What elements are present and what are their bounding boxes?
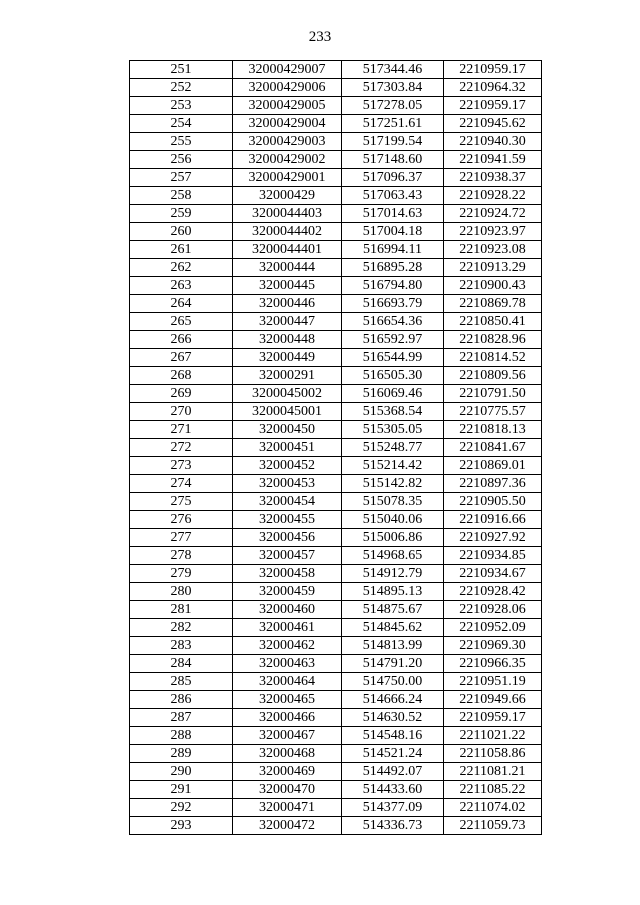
y-coordinate-cell: 2211021.22 bbox=[444, 727, 542, 745]
point-id-cell: 32000459 bbox=[233, 583, 342, 601]
point-id-cell: 32000470 bbox=[233, 781, 342, 799]
y-coordinate-cell: 2210913.29 bbox=[444, 259, 542, 277]
point-id-cell: 32000462 bbox=[233, 637, 342, 655]
point-id-cell: 32000458 bbox=[233, 565, 342, 583]
table-row bbox=[130, 385, 542, 403]
point-id-cell: 32000455 bbox=[233, 511, 342, 529]
table-row bbox=[130, 259, 542, 277]
x-coordinate-cell: 515248.77 bbox=[342, 439, 444, 457]
y-coordinate-cell: 2210927.92 bbox=[444, 529, 542, 547]
y-coordinate-cell: 2210869.78 bbox=[444, 295, 542, 313]
x-coordinate-cell: 517096.37 bbox=[342, 169, 444, 187]
x-coordinate-cell: 515006.86 bbox=[342, 529, 444, 547]
x-coordinate-cell: 514813.99 bbox=[342, 637, 444, 655]
table-row bbox=[130, 637, 542, 655]
y-coordinate-cell: 2211059.73 bbox=[444, 817, 542, 835]
y-coordinate-cell: 2210900.43 bbox=[444, 277, 542, 295]
y-coordinate-cell: 2210949.66 bbox=[444, 691, 542, 709]
x-coordinate-cell: 515142.82 bbox=[342, 475, 444, 493]
y-coordinate-cell: 2210951.19 bbox=[444, 673, 542, 691]
row-index-cell: 268 bbox=[130, 367, 233, 385]
x-coordinate-cell: 517148.60 bbox=[342, 151, 444, 169]
row-index-cell: 292 bbox=[130, 799, 233, 817]
y-coordinate-cell: 2210916.66 bbox=[444, 511, 542, 529]
y-coordinate-cell: 2210934.67 bbox=[444, 565, 542, 583]
point-id-cell: 32000460 bbox=[233, 601, 342, 619]
x-coordinate-cell: 516544.99 bbox=[342, 349, 444, 367]
x-coordinate-cell: 514750.00 bbox=[342, 673, 444, 691]
x-coordinate-cell: 517278.05 bbox=[342, 97, 444, 115]
point-id-cell: 32000461 bbox=[233, 619, 342, 637]
x-coordinate-cell: 516505.30 bbox=[342, 367, 444, 385]
x-coordinate-cell: 517004.18 bbox=[342, 223, 444, 241]
row-index-cell: 276 bbox=[130, 511, 233, 529]
point-id-cell: 32000464 bbox=[233, 673, 342, 691]
row-index-cell: 277 bbox=[130, 529, 233, 547]
x-coordinate-cell: 516994.11 bbox=[342, 241, 444, 259]
point-id-cell: 32000450 bbox=[233, 421, 342, 439]
row-index-cell: 261 bbox=[130, 241, 233, 259]
x-coordinate-cell: 517063.43 bbox=[342, 187, 444, 205]
table-row bbox=[130, 601, 542, 619]
point-id-cell: 32000429001 bbox=[233, 169, 342, 187]
table-row bbox=[130, 799, 542, 817]
table-row bbox=[130, 421, 542, 439]
table-row bbox=[130, 295, 542, 313]
row-index-cell: 263 bbox=[130, 277, 233, 295]
table-row bbox=[130, 79, 542, 97]
row-index-cell: 284 bbox=[130, 655, 233, 673]
x-coordinate-cell: 516069.46 bbox=[342, 385, 444, 403]
row-index-cell: 255 bbox=[130, 133, 233, 151]
table-row bbox=[130, 61, 542, 79]
y-coordinate-cell: 2210952.09 bbox=[444, 619, 542, 637]
table-row bbox=[130, 241, 542, 259]
table-row bbox=[130, 511, 542, 529]
x-coordinate-cell: 516693.79 bbox=[342, 295, 444, 313]
row-index-cell: 293 bbox=[130, 817, 233, 835]
point-id-cell: 32000468 bbox=[233, 745, 342, 763]
row-index-cell: 289 bbox=[130, 745, 233, 763]
row-index-cell: 290 bbox=[130, 763, 233, 781]
coordinates-table-body bbox=[130, 61, 542, 835]
row-index-cell: 257 bbox=[130, 169, 233, 187]
x-coordinate-cell: 514433.60 bbox=[342, 781, 444, 799]
table-row bbox=[130, 115, 542, 133]
y-coordinate-cell: 2210928.42 bbox=[444, 583, 542, 601]
table-row bbox=[130, 655, 542, 673]
y-coordinate-cell: 2210775.57 bbox=[444, 403, 542, 421]
point-id-cell: 3200045002 bbox=[233, 385, 342, 403]
y-coordinate-cell: 2210897.36 bbox=[444, 475, 542, 493]
y-coordinate-cell: 2211058.86 bbox=[444, 745, 542, 763]
table-row bbox=[130, 691, 542, 709]
table-row bbox=[130, 709, 542, 727]
table-row bbox=[130, 781, 542, 799]
row-index-cell: 291 bbox=[130, 781, 233, 799]
table-row bbox=[130, 673, 542, 691]
x-coordinate-cell: 514875.67 bbox=[342, 601, 444, 619]
y-coordinate-cell: 2210869.01 bbox=[444, 457, 542, 475]
x-coordinate-cell: 514492.07 bbox=[342, 763, 444, 781]
point-id-cell: 32000452 bbox=[233, 457, 342, 475]
y-coordinate-cell: 2210959.17 bbox=[444, 709, 542, 727]
x-coordinate-cell: 514666.24 bbox=[342, 691, 444, 709]
y-coordinate-cell: 2210818.13 bbox=[444, 421, 542, 439]
y-coordinate-cell: 2210928.06 bbox=[444, 601, 542, 619]
x-coordinate-cell: 514845.62 bbox=[342, 619, 444, 637]
x-coordinate-cell: 517014.63 bbox=[342, 205, 444, 223]
x-coordinate-cell: 514548.16 bbox=[342, 727, 444, 745]
point-id-cell: 3200044401 bbox=[233, 241, 342, 259]
y-coordinate-cell: 2210809.56 bbox=[444, 367, 542, 385]
y-coordinate-cell: 2210969.30 bbox=[444, 637, 542, 655]
point-id-cell: 32000471 bbox=[233, 799, 342, 817]
x-coordinate-cell: 514968.65 bbox=[342, 547, 444, 565]
x-coordinate-cell: 514791.20 bbox=[342, 655, 444, 673]
table-row bbox=[130, 331, 542, 349]
table-row bbox=[130, 349, 542, 367]
x-coordinate-cell: 514912.79 bbox=[342, 565, 444, 583]
point-id-cell: 32000447 bbox=[233, 313, 342, 331]
row-index-cell: 275 bbox=[130, 493, 233, 511]
table-row bbox=[130, 187, 542, 205]
row-index-cell: 266 bbox=[130, 331, 233, 349]
y-coordinate-cell: 2210923.97 bbox=[444, 223, 542, 241]
x-coordinate-cell: 515214.42 bbox=[342, 457, 444, 475]
table-row bbox=[130, 367, 542, 385]
point-id-cell: 3200044403 bbox=[233, 205, 342, 223]
x-coordinate-cell: 515368.54 bbox=[342, 403, 444, 421]
row-index-cell: 278 bbox=[130, 547, 233, 565]
row-index-cell: 282 bbox=[130, 619, 233, 637]
row-index-cell: 262 bbox=[130, 259, 233, 277]
table-row bbox=[130, 763, 542, 781]
point-id-cell: 32000467 bbox=[233, 727, 342, 745]
row-index-cell: 281 bbox=[130, 601, 233, 619]
point-id-cell: 32000429003 bbox=[233, 133, 342, 151]
point-id-cell: 32000429002 bbox=[233, 151, 342, 169]
table-row bbox=[130, 205, 542, 223]
table-row bbox=[130, 133, 542, 151]
table-row bbox=[130, 745, 542, 763]
table-row bbox=[130, 223, 542, 241]
x-coordinate-cell: 517199.54 bbox=[342, 133, 444, 151]
y-coordinate-cell: 2210941.59 bbox=[444, 151, 542, 169]
table-row bbox=[130, 313, 542, 331]
y-coordinate-cell: 2210850.41 bbox=[444, 313, 542, 331]
row-index-cell: 271 bbox=[130, 421, 233, 439]
y-coordinate-cell: 2210964.32 bbox=[444, 79, 542, 97]
table-row bbox=[130, 475, 542, 493]
point-id-cell: 32000453 bbox=[233, 475, 342, 493]
point-id-cell: 32000449 bbox=[233, 349, 342, 367]
row-index-cell: 265 bbox=[130, 313, 233, 331]
y-coordinate-cell: 2210940.30 bbox=[444, 133, 542, 151]
y-coordinate-cell: 2210959.17 bbox=[444, 61, 542, 79]
row-index-cell: 273 bbox=[130, 457, 233, 475]
y-coordinate-cell: 2210928.22 bbox=[444, 187, 542, 205]
x-coordinate-cell: 517303.84 bbox=[342, 79, 444, 97]
table-row bbox=[130, 565, 542, 583]
x-coordinate-cell: 516895.28 bbox=[342, 259, 444, 277]
point-id-cell: 32000429006 bbox=[233, 79, 342, 97]
y-coordinate-cell: 2210934.85 bbox=[444, 547, 542, 565]
y-coordinate-cell: 2210828.96 bbox=[444, 331, 542, 349]
point-id-cell: 32000463 bbox=[233, 655, 342, 673]
row-index-cell: 269 bbox=[130, 385, 233, 403]
point-id-cell: 32000429005 bbox=[233, 97, 342, 115]
x-coordinate-cell: 516592.97 bbox=[342, 331, 444, 349]
point-id-cell: 32000454 bbox=[233, 493, 342, 511]
y-coordinate-cell: 2210966.35 bbox=[444, 655, 542, 673]
point-id-cell: 3200044402 bbox=[233, 223, 342, 241]
row-index-cell: 253 bbox=[130, 97, 233, 115]
row-index-cell: 256 bbox=[130, 151, 233, 169]
table-row bbox=[130, 439, 542, 457]
point-id-cell: 32000448 bbox=[233, 331, 342, 349]
table-row bbox=[130, 493, 542, 511]
y-coordinate-cell: 2210923.08 bbox=[444, 241, 542, 259]
table-row bbox=[130, 403, 542, 421]
point-id-cell: 3200045001 bbox=[233, 403, 342, 421]
row-index-cell: 259 bbox=[130, 205, 233, 223]
row-index-cell: 288 bbox=[130, 727, 233, 745]
row-index-cell: 283 bbox=[130, 637, 233, 655]
row-index-cell: 254 bbox=[130, 115, 233, 133]
row-index-cell: 252 bbox=[130, 79, 233, 97]
point-id-cell: 32000465 bbox=[233, 691, 342, 709]
table-row bbox=[130, 97, 542, 115]
point-id-cell: 32000445 bbox=[233, 277, 342, 295]
row-index-cell: 274 bbox=[130, 475, 233, 493]
point-id-cell: 32000466 bbox=[233, 709, 342, 727]
x-coordinate-cell: 517344.46 bbox=[342, 61, 444, 79]
x-coordinate-cell: 516654.36 bbox=[342, 313, 444, 331]
row-index-cell: 280 bbox=[130, 583, 233, 601]
row-index-cell: 251 bbox=[130, 61, 233, 79]
y-coordinate-cell: 2210924.72 bbox=[444, 205, 542, 223]
row-index-cell: 286 bbox=[130, 691, 233, 709]
point-id-cell: 32000291 bbox=[233, 367, 342, 385]
row-index-cell: 267 bbox=[130, 349, 233, 367]
point-id-cell: 32000469 bbox=[233, 763, 342, 781]
x-coordinate-cell: 514521.24 bbox=[342, 745, 444, 763]
table-row bbox=[130, 547, 542, 565]
x-coordinate-cell: 517251.61 bbox=[342, 115, 444, 133]
y-coordinate-cell: 2210945.62 bbox=[444, 115, 542, 133]
y-coordinate-cell: 2210905.50 bbox=[444, 493, 542, 511]
x-coordinate-cell: 514895.13 bbox=[342, 583, 444, 601]
table-row bbox=[130, 529, 542, 547]
table-row bbox=[130, 817, 542, 835]
point-id-cell: 32000456 bbox=[233, 529, 342, 547]
y-coordinate-cell: 2210841.67 bbox=[444, 439, 542, 457]
table-row bbox=[130, 583, 542, 601]
y-coordinate-cell: 2211085.22 bbox=[444, 781, 542, 799]
x-coordinate-cell: 514377.09 bbox=[342, 799, 444, 817]
point-id-cell: 32000472 bbox=[233, 817, 342, 835]
point-id-cell: 32000457 bbox=[233, 547, 342, 565]
x-coordinate-cell: 515040.06 bbox=[342, 511, 444, 529]
row-index-cell: 260 bbox=[130, 223, 233, 241]
row-index-cell: 287 bbox=[130, 709, 233, 727]
row-index-cell: 258 bbox=[130, 187, 233, 205]
y-coordinate-cell: 2211081.21 bbox=[444, 763, 542, 781]
point-id-cell: 32000429 bbox=[233, 187, 342, 205]
point-id-cell: 32000429007 bbox=[233, 61, 342, 79]
point-id-cell: 32000444 bbox=[233, 259, 342, 277]
row-index-cell: 279 bbox=[130, 565, 233, 583]
y-coordinate-cell: 2210959.17 bbox=[444, 97, 542, 115]
table-row bbox=[130, 457, 542, 475]
y-coordinate-cell: 2210814.52 bbox=[444, 349, 542, 367]
coordinates-table bbox=[129, 60, 542, 835]
y-coordinate-cell: 2211074.02 bbox=[444, 799, 542, 817]
table-row bbox=[130, 619, 542, 637]
x-coordinate-cell: 515305.05 bbox=[342, 421, 444, 439]
row-index-cell: 272 bbox=[130, 439, 233, 457]
y-coordinate-cell: 2210791.50 bbox=[444, 385, 542, 403]
row-index-cell: 264 bbox=[130, 295, 233, 313]
table-row bbox=[130, 277, 542, 295]
point-id-cell: 32000451 bbox=[233, 439, 342, 457]
x-coordinate-cell: 515078.35 bbox=[342, 493, 444, 511]
row-index-cell: 285 bbox=[130, 673, 233, 691]
point-id-cell: 32000429004 bbox=[233, 115, 342, 133]
x-coordinate-cell: 514630.52 bbox=[342, 709, 444, 727]
x-coordinate-cell: 514336.73 bbox=[342, 817, 444, 835]
page-number: 233 bbox=[308, 29, 332, 45]
x-coordinate-cell: 516794.80 bbox=[342, 277, 444, 295]
table-row bbox=[130, 151, 542, 169]
y-coordinate-cell: 2210938.37 bbox=[444, 169, 542, 187]
table-row bbox=[130, 727, 542, 745]
row-index-cell: 270 bbox=[130, 403, 233, 421]
table-row bbox=[130, 169, 542, 187]
point-id-cell: 32000446 bbox=[233, 295, 342, 313]
